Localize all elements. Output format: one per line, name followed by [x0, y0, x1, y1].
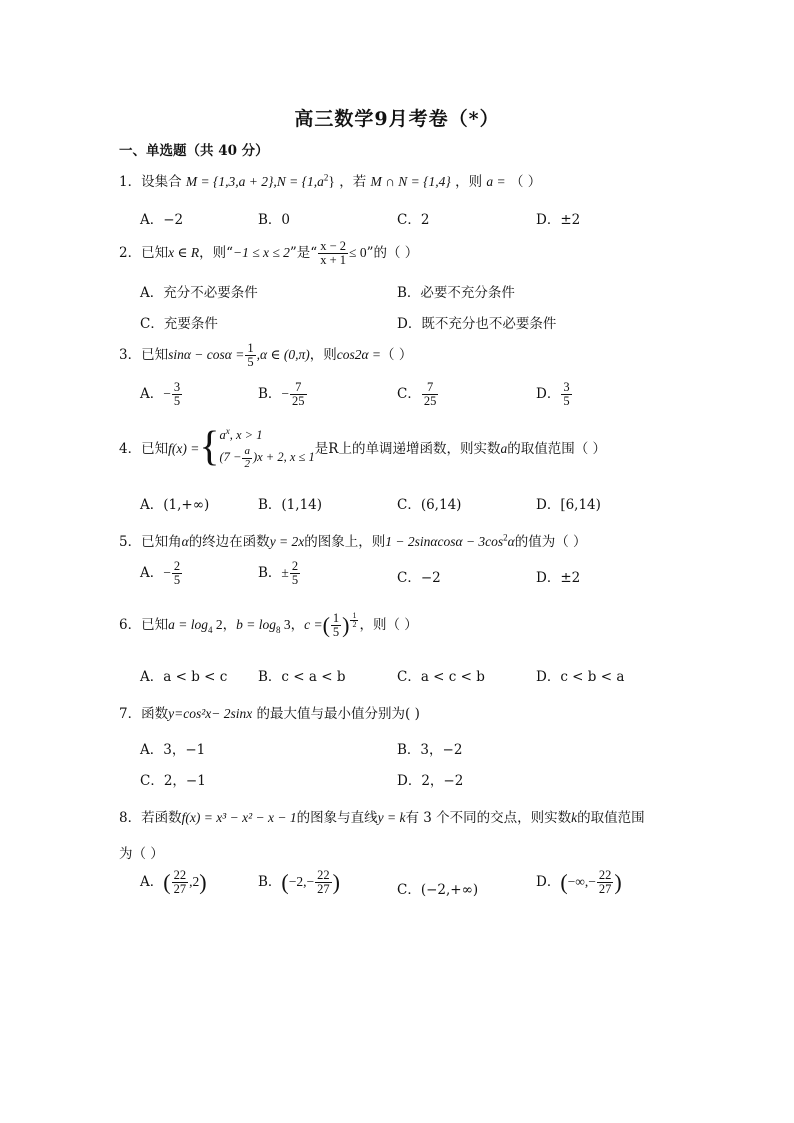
q1-option-b[interactable]: B．0	[258, 212, 291, 228]
question-7: 7．函数y=cos²x− 2sinx 的最大值与最小值分别为( )	[119, 706, 420, 722]
q3-option-d[interactable]: D． $\frac{3}{5}$	[536, 380, 570, 409]
q5-option-c[interactable]: C．−2	[397, 570, 441, 586]
question-3: 3．已知sinα − cosα = $\frac{1}{5}$ ,α ∈ (0,π)，则cos2α =（ ）	[119, 341, 413, 370]
q8-option-d[interactable]: D．(−∞,− $\frac{22}{27}$ )	[536, 868, 622, 897]
q7-option-d[interactable]: D．2，−2	[397, 773, 464, 789]
q1-option-a[interactable]: A．−2	[140, 212, 184, 228]
q2-option-d[interactable]: D．既不充分也不必要条件	[397, 316, 557, 332]
q6-option-a[interactable]: A．a < b < c	[140, 669, 228, 685]
q1-option-d[interactable]: D．±2	[536, 212, 581, 228]
q7-option-b[interactable]: B．3，−2	[397, 742, 463, 758]
question-2: 2．已知x ∈ R，则“−1 ≤ x ≤ 2”是“ $\frac{x - 2}{x + 1}$ ≤ 0”的（ ）	[119, 239, 419, 268]
q6-option-c[interactable]: C．a < c < b	[397, 669, 485, 685]
q2-option-a[interactable]: A．充分不必要条件	[140, 285, 258, 301]
question-1: 1．设集合 $M = \{1,3,a + 2\},N = \{1,a^2\}$ ，若 M ∩ N = {1,4} ，则 a = （ ）	[119, 172, 542, 190]
q2-option-b[interactable]: B．必要不充分条件	[397, 285, 515, 301]
q4-option-a[interactable]: A．(1,+∞)	[140, 497, 210, 513]
q4-option-b[interactable]: B．(1,14)	[258, 497, 323, 513]
q7-option-a[interactable]: A．3，−1	[140, 742, 206, 758]
q6-option-b[interactable]: B．c < a < b	[258, 669, 346, 685]
left-brace: {	[199, 424, 220, 471]
question-8-cont: 为（ ）	[119, 846, 164, 862]
question-6: 6．已知$a = \log_4 2$，$b = \log_8 3$，c =( $\frac{1}{5}$ ) $\frac{1}{2}$ ，则（ ）	[119, 611, 418, 640]
q8-option-b[interactable]: B．(−2,− $\frac{22}{27}$ )	[258, 868, 340, 897]
q8-option-a[interactable]: A．( $\frac{22}{27}$ ,2)	[140, 868, 207, 897]
piecewise-cases: $a^x$, x > 1 (7 − $\frac{a}{2}$ )x + 2, x ≤ 1	[219, 426, 315, 470]
section-heading: 一、单选题（共 40 分）	[119, 143, 269, 159]
page-title: 高三数学9月考卷（*）	[294, 108, 500, 130]
question-5: 5．已知角α的终边在函数y = 2x的图象上，则$1 - 2\sin\alpha\cos\alpha - 3\cos^2\alpha$的值为（ ）	[119, 532, 587, 550]
q3-option-c[interactable]: C． $\frac{7}{25}$	[397, 380, 437, 409]
q5-option-a[interactable]: A．− $\frac{2}{5}$	[140, 559, 181, 588]
q5-option-b[interactable]: B．± $\frac{2}{5}$	[258, 559, 299, 588]
q1-option-c[interactable]: C．2	[397, 212, 430, 228]
question-8: 8．若函数f(x) = x³ − x² − x − 1的图象与直线y = k有 3 个不同的交点，则实数k的取值范围	[119, 810, 645, 826]
question-4: 4．已知$f(x) =\{a^x$, x > 1 (7 − $\frac{a}{2}$ )x + 2, x ≤ 1是R上的单调递增函数，则实数a的取值范围（ ）	[119, 424, 606, 471]
q5-option-d[interactable]: D．±2	[536, 570, 581, 586]
q7-option-c[interactable]: C．2，−1	[140, 773, 206, 789]
q4-option-d[interactable]: D．[6,14)	[536, 497, 601, 513]
q2-option-c[interactable]: C．充要条件	[140, 316, 218, 332]
q6-option-d[interactable]: D．c < b < a	[536, 669, 625, 685]
fraction: $\frac{x - 2}{x + 1}$	[320, 239, 347, 268]
q8-option-c[interactable]: C．(−2,+∞)	[397, 882, 479, 898]
fraction: $\frac{1}{5}$	[247, 341, 254, 370]
math-set-m: M = {1,3,a + 2},N = {1,a	[185, 174, 324, 189]
q4-option-c[interactable]: C．(6,14)	[397, 497, 462, 513]
q3-option-a[interactable]: A．− $\frac{3}{5}$	[140, 380, 181, 409]
q3-option-b[interactable]: B．− $\frac{7}{25}$	[258, 380, 305, 409]
math-intersection: M ∩ N = {1,4}	[370, 174, 451, 189]
